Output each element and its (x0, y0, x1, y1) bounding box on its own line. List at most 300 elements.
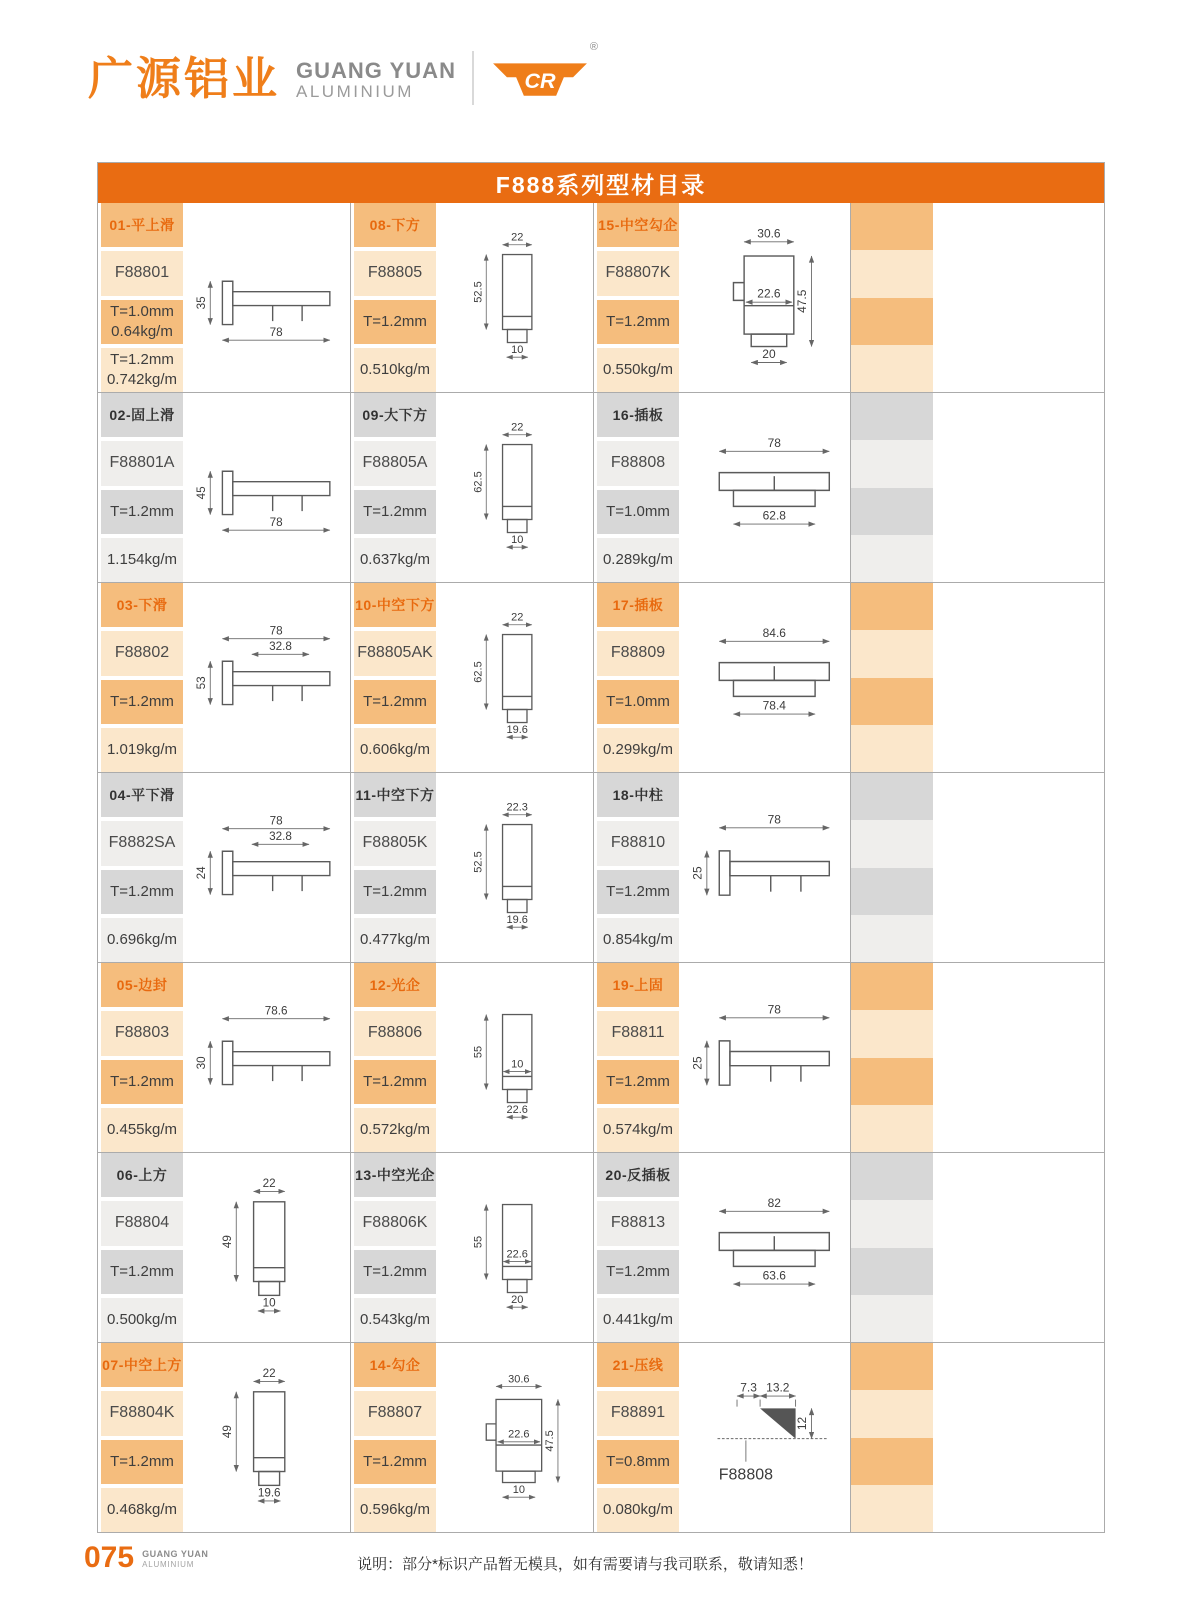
profile-drawing (436, 583, 593, 772)
profile-drawing (183, 393, 350, 582)
profile-drawing (679, 773, 850, 962)
stripe-column (851, 203, 933, 392)
page-number: 075 (84, 1541, 135, 1574)
product-info (101, 393, 183, 582)
stripe-band (851, 915, 933, 962)
svg-text:49: 49 (221, 1234, 235, 1248)
profile-drawing (679, 1343, 850, 1532)
svg-text:25: 25 (690, 866, 705, 880)
stripe-cell (850, 203, 1104, 392)
profile-drawing (679, 963, 850, 1152)
product-thickness: T=1.2mm (101, 1440, 183, 1484)
svg-text:30.6: 30.6 (757, 226, 782, 241)
stripe-empty (933, 393, 1104, 582)
product-model: F88809 (597, 631, 679, 675)
svg-text:22: 22 (511, 611, 524, 624)
stripe-column (851, 773, 933, 962)
product-label: 11-中空下方 (354, 773, 436, 817)
product-model: F88801 (101, 251, 183, 295)
product-model: F8882SA (101, 821, 183, 865)
svg-text:55: 55 (472, 1235, 485, 1248)
svg-text:49: 49 (221, 1424, 235, 1438)
product-info (101, 963, 183, 1152)
product-info (354, 1343, 436, 1532)
logo-english-line1: GUANG YUAN (296, 57, 456, 83)
product-weight: 0.543kg/m (354, 1298, 436, 1342)
stripe-cell (850, 773, 1104, 962)
profile-drawing (436, 203, 593, 392)
stripe-band (851, 1200, 933, 1247)
product-thickness: T=1.2mm (354, 300, 436, 344)
product-weight: 0.574kg/m (597, 1108, 679, 1152)
svg-text:78: 78 (269, 814, 283, 828)
product-label: 15-中空勾企 (597, 203, 679, 247)
svg-text:32.8: 32.8 (269, 639, 293, 653)
svg-text:10: 10 (511, 343, 524, 356)
product-model: F88806K (354, 1201, 436, 1245)
svg-text:78: 78 (768, 812, 782, 827)
profile-drawing-svg (682, 397, 846, 578)
footer-brand-line2: ALUMINIUM (142, 1559, 195, 1569)
stripe-cell (850, 1153, 1104, 1342)
catalog-row (98, 1152, 1104, 1342)
stripe-band (851, 203, 933, 250)
profile-drawing (679, 203, 850, 392)
profile-drawing (436, 1153, 593, 1342)
stripe-band (851, 298, 933, 345)
svg-text:78.4: 78.4 (763, 698, 787, 713)
svg-text:78.6: 78.6 (265, 1004, 288, 1018)
product-label: 19-上固 (597, 963, 679, 1007)
svg-text:47.5: 47.5 (544, 1430, 557, 1452)
product-info (354, 773, 436, 962)
profile-drawing (183, 1153, 350, 1342)
product-label: 09-大下方 (354, 393, 436, 437)
svg-text:22.6: 22.6 (506, 1103, 529, 1116)
product-info (354, 203, 436, 392)
registered-mark: ® (589, 41, 598, 53)
product-label: 17-插板 (597, 583, 679, 627)
product-thickness: T=1.2mm (597, 1250, 679, 1294)
product-model: F88807 (354, 1391, 436, 1435)
product-cell (98, 963, 350, 1152)
svg-text:47.5: 47.5 (795, 289, 810, 313)
product-cell (98, 1153, 350, 1342)
svg-text:22.6: 22.6 (508, 1428, 530, 1441)
stripe-column (851, 1343, 933, 1532)
svg-text:62.5: 62.5 (472, 471, 485, 493)
svg-text:52.5: 52.5 (472, 281, 485, 303)
profile-drawing-svg (439, 1157, 590, 1338)
stripe-cell (850, 393, 1104, 582)
product-label: 07-中空上方 (101, 1343, 183, 1387)
product-info (597, 773, 679, 962)
product-weight: 0.289kg/m (597, 538, 679, 582)
profile-drawing-svg (682, 207, 846, 388)
page-footer (0, 1541, 1200, 1601)
stripe-band (851, 1343, 933, 1390)
product-model: F88805A (354, 441, 436, 485)
product-model: F88805AK (354, 631, 436, 675)
svg-text:10: 10 (511, 1058, 524, 1071)
product-label: 18-中柱 (597, 773, 679, 817)
product-cell (593, 963, 850, 1152)
profile-drawing (436, 963, 593, 1152)
svg-text:19.6: 19.6 (506, 723, 529, 736)
product-info (101, 1153, 183, 1342)
product-model: F88808 (597, 441, 679, 485)
profile-drawing-svg (186, 397, 346, 578)
product-model: F88810 (597, 821, 679, 865)
logo-chinese: 广源铝业 (88, 52, 281, 104)
catalog-row (98, 1342, 1104, 1532)
product-thickness: T=1.2mm (354, 1060, 436, 1104)
stripe-band (851, 1058, 933, 1105)
product-model: F88804 (101, 1201, 183, 1245)
product-cell (98, 1343, 350, 1532)
product-weight: 0.696kg/m (101, 918, 183, 962)
catalog-grid (98, 203, 1104, 1532)
stripe-empty (933, 773, 1104, 962)
product-label: 20-反插板 (597, 1153, 679, 1197)
product-weight: 0.510kg/m (354, 348, 436, 392)
catalog-title: F888系列型材目录 (98, 163, 1104, 203)
svg-text:52.5: 52.5 (472, 851, 485, 873)
product-thickness: T=1.2mm (101, 870, 183, 914)
product-label: 13-中空光企 (354, 1153, 436, 1197)
svg-text:82: 82 (768, 1195, 782, 1210)
catalog-row (98, 392, 1104, 582)
product-model: F88807K (597, 251, 679, 295)
product-cell (98, 393, 350, 582)
product-weight: 0.854kg/m (597, 918, 679, 962)
profile-drawing-svg (682, 777, 846, 958)
product-label: 21-压线 (597, 1343, 679, 1387)
profile-drawing-svg (439, 1347, 590, 1528)
profile-drawing-svg (682, 1157, 846, 1338)
product-cell (350, 963, 593, 1152)
svg-text:19.6: 19.6 (258, 1486, 281, 1500)
stripe-band (851, 1105, 933, 1152)
stripe-band (851, 250, 933, 297)
profile-drawing (679, 1153, 850, 1342)
product-cell (98, 773, 350, 962)
profile-drawing-svg (682, 967, 846, 1148)
profile-drawing (679, 583, 850, 772)
svg-text:78: 78 (768, 1002, 782, 1017)
product-weight: 1.154kg/m (101, 538, 183, 582)
product-info (101, 773, 183, 962)
footer-brand-line1: GUANG YUAN (142, 1548, 209, 1559)
logo-english (296, 55, 456, 101)
product-label: 01-平上滑 (101, 203, 183, 247)
product-thickness: T=1.2mm (354, 680, 436, 724)
stripe-band (851, 1010, 933, 1057)
product-info (101, 203, 183, 392)
profile-drawing-svg (186, 207, 346, 388)
svg-text:22: 22 (263, 1176, 277, 1190)
product-thickness: T=1.0mm (597, 490, 679, 534)
product-weight: 1.019kg/m (101, 728, 183, 772)
product-weight: 0.080kg/m (597, 1488, 679, 1532)
product-model: F88803 (101, 1011, 183, 1055)
product-info (101, 583, 183, 772)
stripe-empty (933, 963, 1104, 1152)
product-label: 12-光企 (354, 963, 436, 1007)
stripe-band (851, 1485, 933, 1532)
svg-text:45: 45 (195, 486, 209, 500)
stripe-band (851, 630, 933, 677)
product-thickness: T=1.2mm (354, 1250, 436, 1294)
product-info (597, 963, 679, 1152)
product-label: 04-平下滑 (101, 773, 183, 817)
profile-drawing (183, 1343, 350, 1532)
stripe-column (851, 963, 933, 1152)
product-weight: 0.468kg/m (101, 1488, 183, 1532)
product-weight: 0.572kg/m (354, 1108, 436, 1152)
svg-text:22.6: 22.6 (757, 286, 782, 301)
product-weight: 0.477kg/m (354, 918, 436, 962)
product-label: 05-边封 (101, 963, 183, 1007)
profile-drawing (436, 1343, 593, 1532)
stripe-band (851, 725, 933, 772)
catalog-row (98, 772, 1104, 962)
stripe-empty (933, 1343, 1104, 1532)
svg-text:10: 10 (511, 533, 524, 546)
stripe-empty (933, 203, 1104, 392)
product-cell (593, 203, 850, 392)
svg-text:22: 22 (263, 1366, 277, 1380)
profile-drawing (183, 963, 350, 1152)
profile-drawing-svg (186, 587, 346, 768)
product-cell (593, 1343, 850, 1532)
svg-text:7.3: 7.3 (740, 1380, 758, 1395)
product-label: 16-插板 (597, 393, 679, 437)
product-thickness: T=1.0mm 0.64kg/m (101, 300, 183, 344)
company-logo (490, 41, 598, 107)
svg-text:22.3: 22.3 (506, 801, 529, 814)
product-cell (593, 773, 850, 962)
svg-text:12: 12 (795, 1416, 810, 1430)
product-info (597, 393, 679, 582)
stripe-cell (850, 583, 1104, 772)
svg-text:25: 25 (690, 1056, 705, 1070)
stripe-band (851, 820, 933, 867)
stripe-band (851, 1153, 933, 1200)
product-weight: T=1.2mm 0.742kg/m (101, 348, 183, 392)
catalog-row (98, 582, 1104, 772)
svg-text:84.6: 84.6 (763, 625, 787, 640)
svg-text:F88808: F88808 (719, 1466, 774, 1484)
product-thickness: T=1.2mm (101, 490, 183, 534)
product-cell (350, 773, 593, 962)
stripe-column (851, 583, 933, 772)
product-cell (98, 203, 350, 392)
product-model: F88813 (597, 1201, 679, 1245)
stripe-band (851, 1295, 933, 1342)
svg-text:78: 78 (269, 325, 283, 339)
product-label: 14-勾企 (354, 1343, 436, 1387)
footer-note: 说明：部分*标识产品暂无模具，如有需要请与我司联系，敬请知悉！ (357, 1556, 813, 1573)
product-label: 06-上方 (101, 1153, 183, 1197)
stripe-band (851, 488, 933, 535)
svg-text:20: 20 (511, 1293, 524, 1306)
svg-text:78: 78 (269, 515, 283, 529)
profile-drawing (436, 773, 593, 962)
product-info (597, 1153, 679, 1342)
profile-drawing (183, 773, 350, 962)
product-weight: 0.299kg/m (597, 728, 679, 772)
svg-text:22.6: 22.6 (506, 1248, 529, 1261)
product-info (354, 1153, 436, 1342)
svg-text:10: 10 (512, 1483, 526, 1496)
product-cell (593, 1153, 850, 1342)
profile-drawing-svg (186, 1157, 346, 1338)
stripe-band (851, 1390, 933, 1437)
product-weight: 0.596kg/m (354, 1488, 436, 1532)
product-model: F88801A (101, 441, 183, 485)
stripe-band (851, 773, 933, 820)
stripe-band (851, 963, 933, 1010)
profile-drawing-svg (439, 397, 590, 578)
svg-text:20: 20 (762, 346, 777, 361)
profile-drawing (679, 393, 850, 582)
product-label: 02-固上滑 (101, 393, 183, 437)
stripe-band (851, 583, 933, 630)
product-info (101, 1343, 183, 1532)
brand-header (88, 40, 598, 116)
product-info (354, 393, 436, 582)
stripe-empty (933, 583, 1104, 772)
product-model: F88805K (354, 821, 436, 865)
stripe-band (851, 393, 933, 440)
stripe-band (851, 535, 933, 582)
product-info (597, 203, 679, 392)
product-cell (98, 583, 350, 772)
profile-drawing-svg (682, 587, 846, 768)
svg-text:30: 30 (195, 1056, 209, 1070)
product-thickness: T=1.2mm (101, 1250, 183, 1294)
product-cell (350, 1153, 593, 1342)
profile-drawing-svg (439, 967, 590, 1148)
product-thickness: T=1.2mm (101, 1060, 183, 1104)
svg-text:55: 55 (472, 1045, 485, 1058)
product-thickness: T=1.2mm (354, 490, 436, 534)
product-cell (593, 393, 850, 582)
product-weight: 0.637kg/m (354, 538, 436, 582)
product-label: 03-下滑 (101, 583, 183, 627)
product-info (354, 963, 436, 1152)
svg-text:63.6: 63.6 (763, 1268, 787, 1283)
svg-text:22: 22 (511, 421, 524, 434)
product-cell (350, 1343, 593, 1532)
profile-drawing (436, 393, 593, 582)
logo-divider (472, 51, 474, 105)
stripe-band (851, 868, 933, 915)
product-model: F88804K (101, 1391, 183, 1435)
catalog-row (98, 962, 1104, 1152)
catalog-row (98, 203, 1104, 392)
profile-drawing-svg (186, 777, 346, 958)
product-thickness: T=1.2mm (101, 680, 183, 724)
stripe-band (851, 678, 933, 725)
profile-drawing-svg (186, 967, 346, 1148)
svg-text:78: 78 (269, 624, 283, 638)
svg-text:10: 10 (263, 1296, 277, 1310)
svg-text:53: 53 (195, 676, 209, 690)
product-thickness: T=1.2mm (597, 300, 679, 344)
profile-drawing (183, 203, 350, 392)
logo-english-line2: ALUMINIUM (296, 81, 414, 101)
product-thickness: T=1.2mm (597, 870, 679, 914)
svg-text:78: 78 (768, 435, 782, 450)
product-label: 08-下方 (354, 203, 436, 247)
svg-text:22: 22 (511, 231, 524, 244)
product-weight: 0.550kg/m (597, 348, 679, 392)
svg-text:24: 24 (195, 866, 209, 880)
stripe-cell (850, 1343, 1104, 1532)
stripe-empty (933, 1153, 1104, 1342)
product-cell (593, 583, 850, 772)
product-model: F88891 (597, 1391, 679, 1435)
profile-drawing-svg (439, 777, 590, 958)
product-info (597, 1343, 679, 1532)
product-cell (350, 393, 593, 582)
product-thickness: T=0.8mm (597, 1440, 679, 1484)
product-weight: 0.606kg/m (354, 728, 436, 772)
product-weight: 0.441kg/m (597, 1298, 679, 1342)
stripe-cell (850, 963, 1104, 1152)
product-info (597, 583, 679, 772)
product-cell (350, 203, 593, 392)
stripe-column (851, 393, 933, 582)
svg-text:62.8: 62.8 (763, 508, 787, 523)
profile-drawing-svg (186, 1347, 346, 1528)
profile-drawing-svg (439, 207, 590, 388)
catalog-table (97, 162, 1105, 1533)
product-info (354, 583, 436, 772)
svg-text:32.8: 32.8 (269, 829, 293, 843)
product-weight: 0.455kg/m (101, 1108, 183, 1152)
profile-drawing-svg (682, 1347, 846, 1528)
product-thickness: T=1.2mm (354, 1440, 436, 1484)
svg-text:13.2: 13.2 (766, 1380, 790, 1395)
stripe-band (851, 1248, 933, 1295)
product-cell (350, 583, 593, 772)
stripe-band (851, 440, 933, 487)
svg-text:19.6: 19.6 (506, 913, 529, 926)
svg-text:30.6: 30.6 (508, 1373, 530, 1386)
cr-logo-icon (490, 49, 590, 107)
stripe-band (851, 1438, 933, 1485)
product-model: F88811 (597, 1011, 679, 1055)
product-thickness: T=1.2mm (597, 1060, 679, 1104)
product-weight: 0.500kg/m (101, 1298, 183, 1342)
svg-text:35: 35 (195, 296, 209, 310)
cr-logo-text: CR (524, 69, 556, 93)
profile-drawing (183, 583, 350, 772)
product-thickness: T=1.2mm (354, 870, 436, 914)
profile-drawing-svg (439, 587, 590, 768)
product-thickness: T=1.0mm (597, 680, 679, 724)
stripe-band (851, 345, 933, 392)
stripe-column (851, 1153, 933, 1342)
product-label: 10-中空下方 (354, 583, 436, 627)
product-model: F88802 (101, 631, 183, 675)
product-model: F88805 (354, 251, 436, 295)
svg-text:62.5: 62.5 (472, 661, 485, 683)
product-model: F88806 (354, 1011, 436, 1055)
